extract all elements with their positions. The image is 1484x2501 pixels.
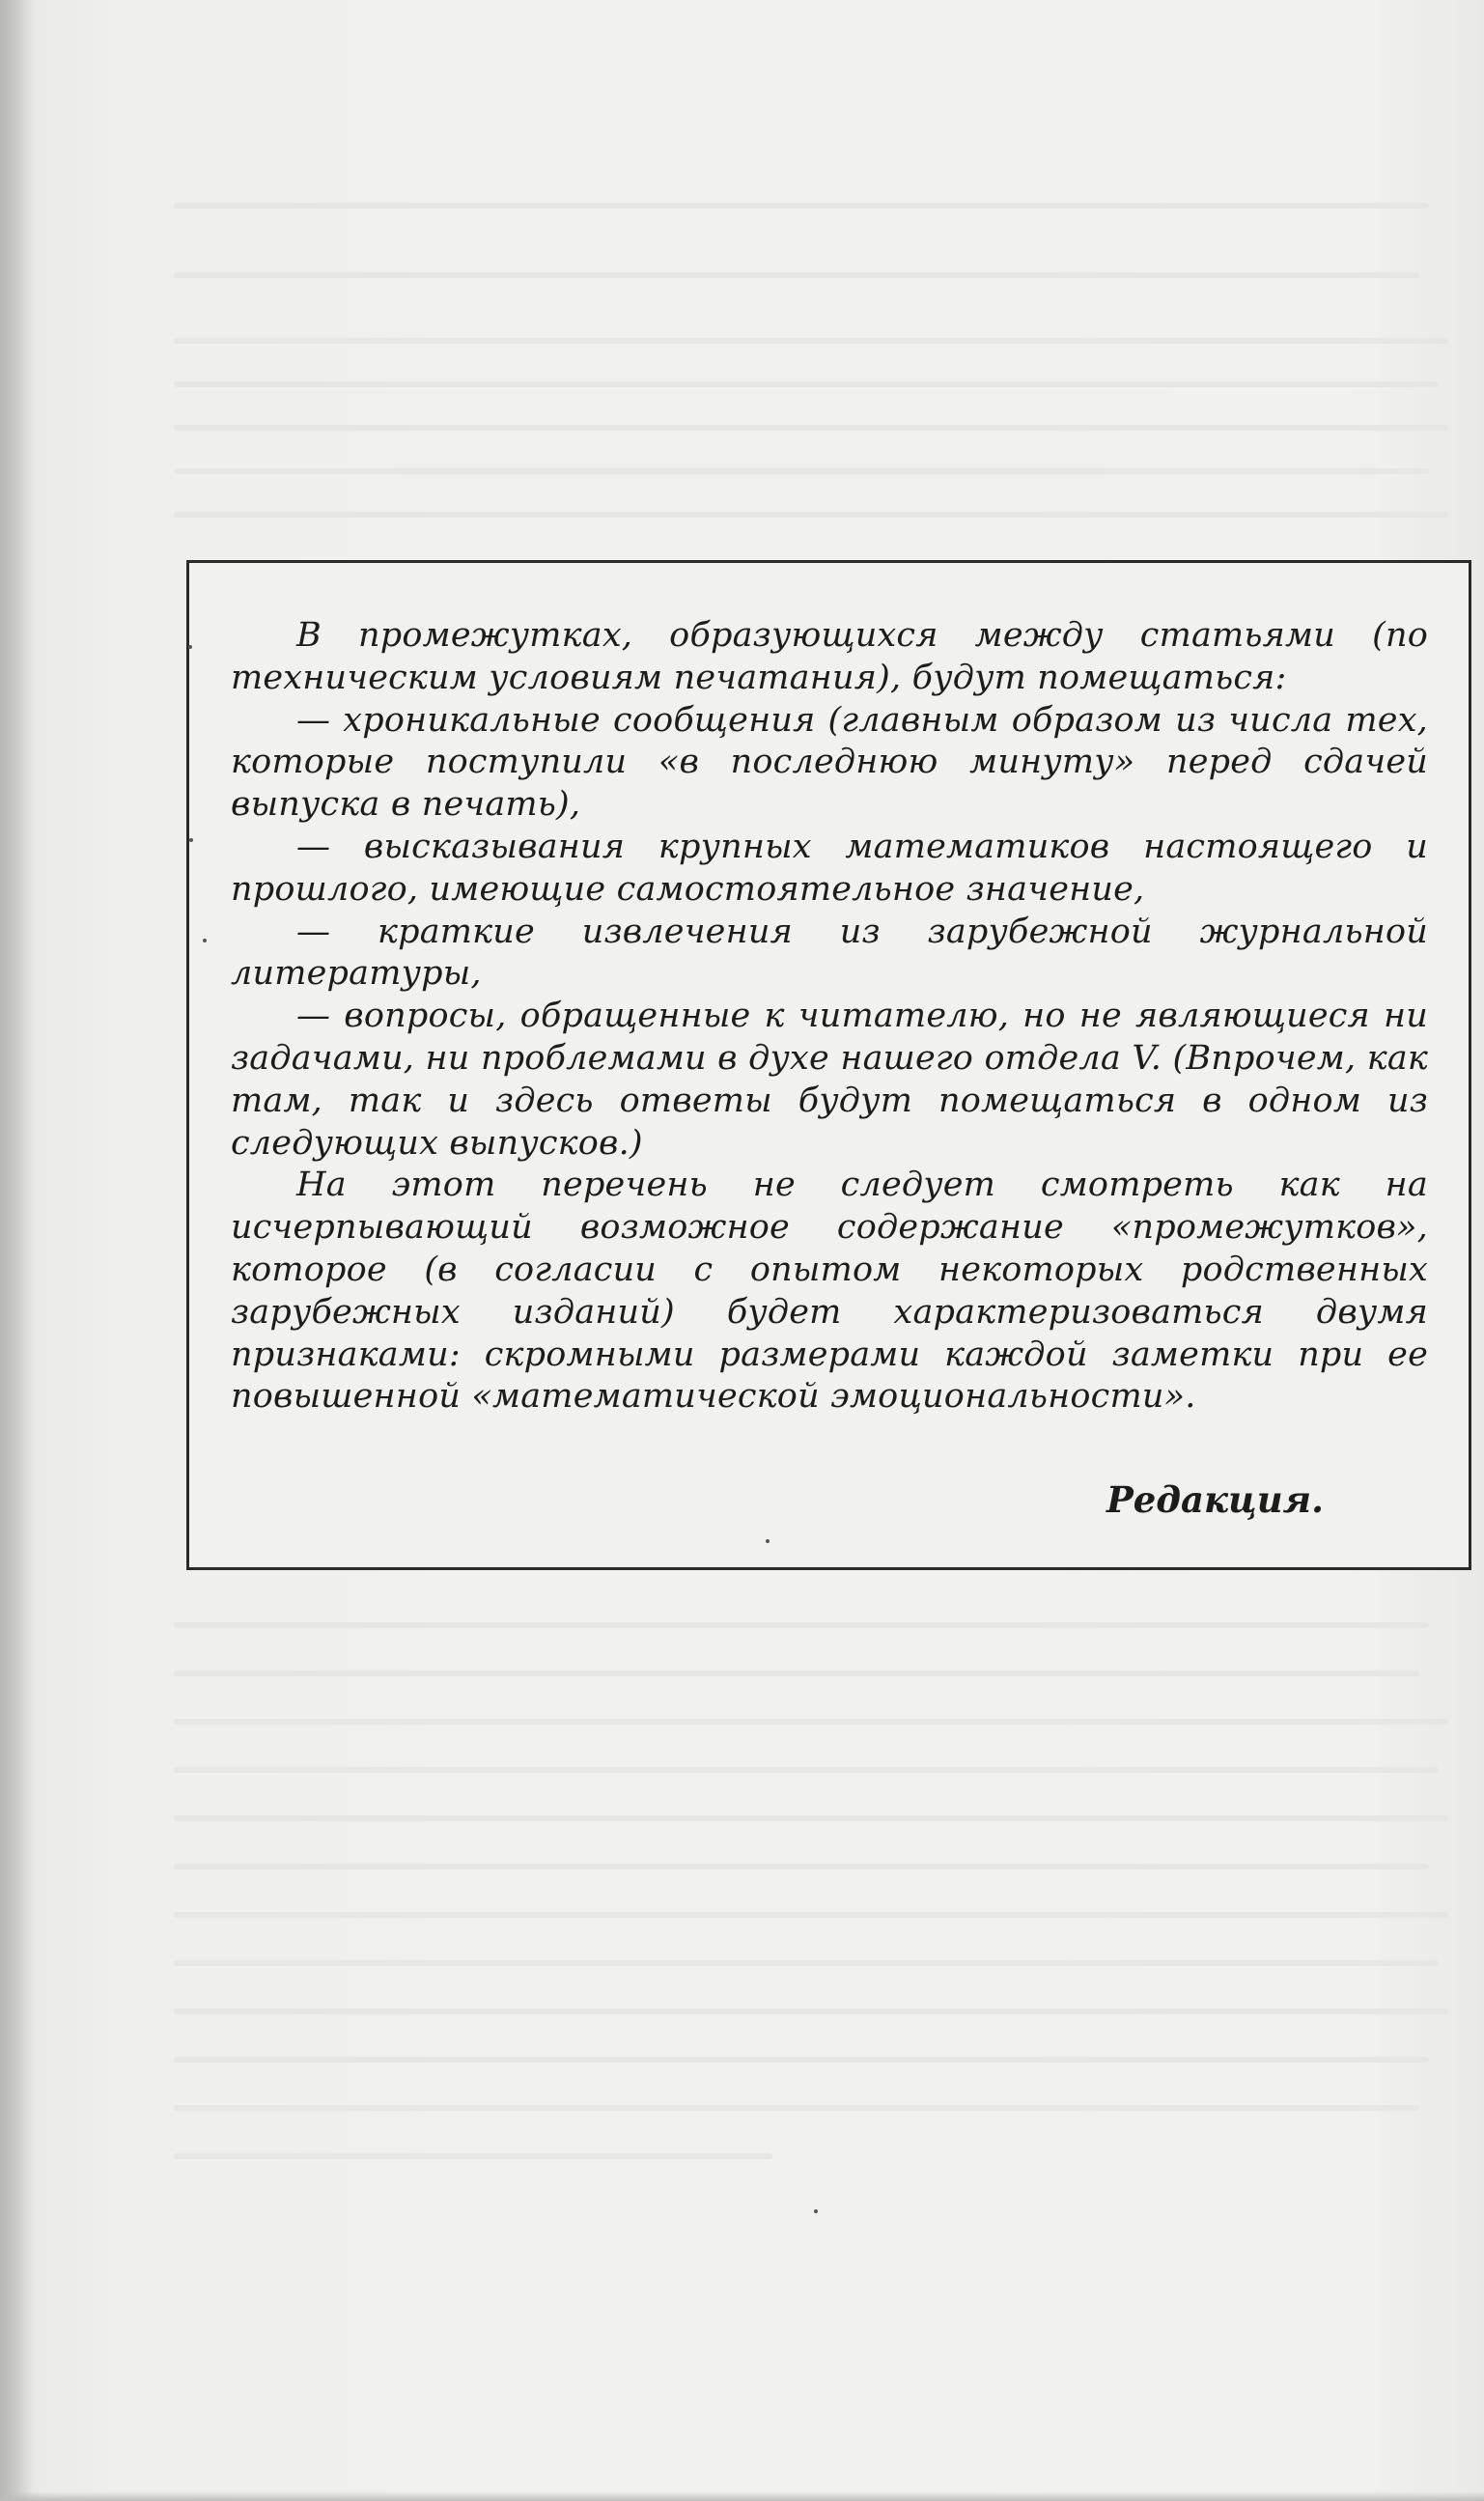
notice-paragraph: — высказывания крупных математиков настоящего и прошлого, имеющие самостоятельное значение, xyxy=(231,827,1428,909)
scan-speck xyxy=(814,2209,818,2213)
notice-paragraph: — хроникальные сообщения (главным образом из числа тех, которые поступили «в последнюю минуту» перед сдачей выпуска в печать), xyxy=(231,700,1428,825)
show-through-line xyxy=(174,2057,1429,2063)
show-through-line xyxy=(174,512,1448,518)
notice-paragraph: — вопросы, обращенные к читателю, но не являющиеся ни задачами, ни проблемами в духе нашего отдела V. (Впрочем, как там, так и здесь ответы будут помещаться в одном из следующих выпусков.) xyxy=(231,997,1428,1163)
show-through-line xyxy=(174,1864,1429,1869)
editorial-notice-box xyxy=(186,560,1471,1570)
show-through-line xyxy=(174,1960,1439,1966)
page-bottom-edge xyxy=(0,2491,1484,2501)
show-through-line xyxy=(174,468,1429,474)
show-through-line xyxy=(174,1671,1419,1676)
show-through-line xyxy=(174,338,1448,344)
show-through-line xyxy=(174,2105,1419,2111)
notice-paragraph: В промежутках, образующихся между статьями (по техническим условиям печатания), будут помещаться: xyxy=(231,616,1428,697)
show-through-line xyxy=(174,2009,1448,2014)
notice-paragraph: На этот перечень не следует смотреть как на исчерпывающий возможное содержание «промежутков», которое (в согласии с опытом некоторых родственных зарубежных изданий) будет характеризоваться двумя признаками: скромными размерами каждой заметки при ее повышенной «математической эмоциональности». xyxy=(231,1166,1428,1417)
show-through-line xyxy=(174,1767,1439,1773)
show-through-line xyxy=(174,1815,1448,1821)
show-through-line xyxy=(174,1719,1448,1725)
scan-speck xyxy=(203,939,207,942)
spine-shadow xyxy=(0,0,33,2501)
show-through-line xyxy=(174,203,1429,209)
show-through-line xyxy=(174,2153,772,2159)
show-through-line xyxy=(174,381,1439,387)
show-through-line xyxy=(174,1912,1448,1918)
scan-speck xyxy=(188,645,192,649)
notice-paragraph: — краткие извлечения из зарубежной журнальной литературы, xyxy=(231,912,1428,994)
scan-speck xyxy=(189,838,193,842)
show-through-line xyxy=(174,1622,1429,1628)
notice-text xyxy=(231,615,1428,1419)
editorial-signature: Редакция. xyxy=(1106,1478,1324,1521)
show-through-line xyxy=(174,272,1419,278)
scan-speck xyxy=(766,1539,770,1543)
show-through-line xyxy=(174,425,1448,431)
